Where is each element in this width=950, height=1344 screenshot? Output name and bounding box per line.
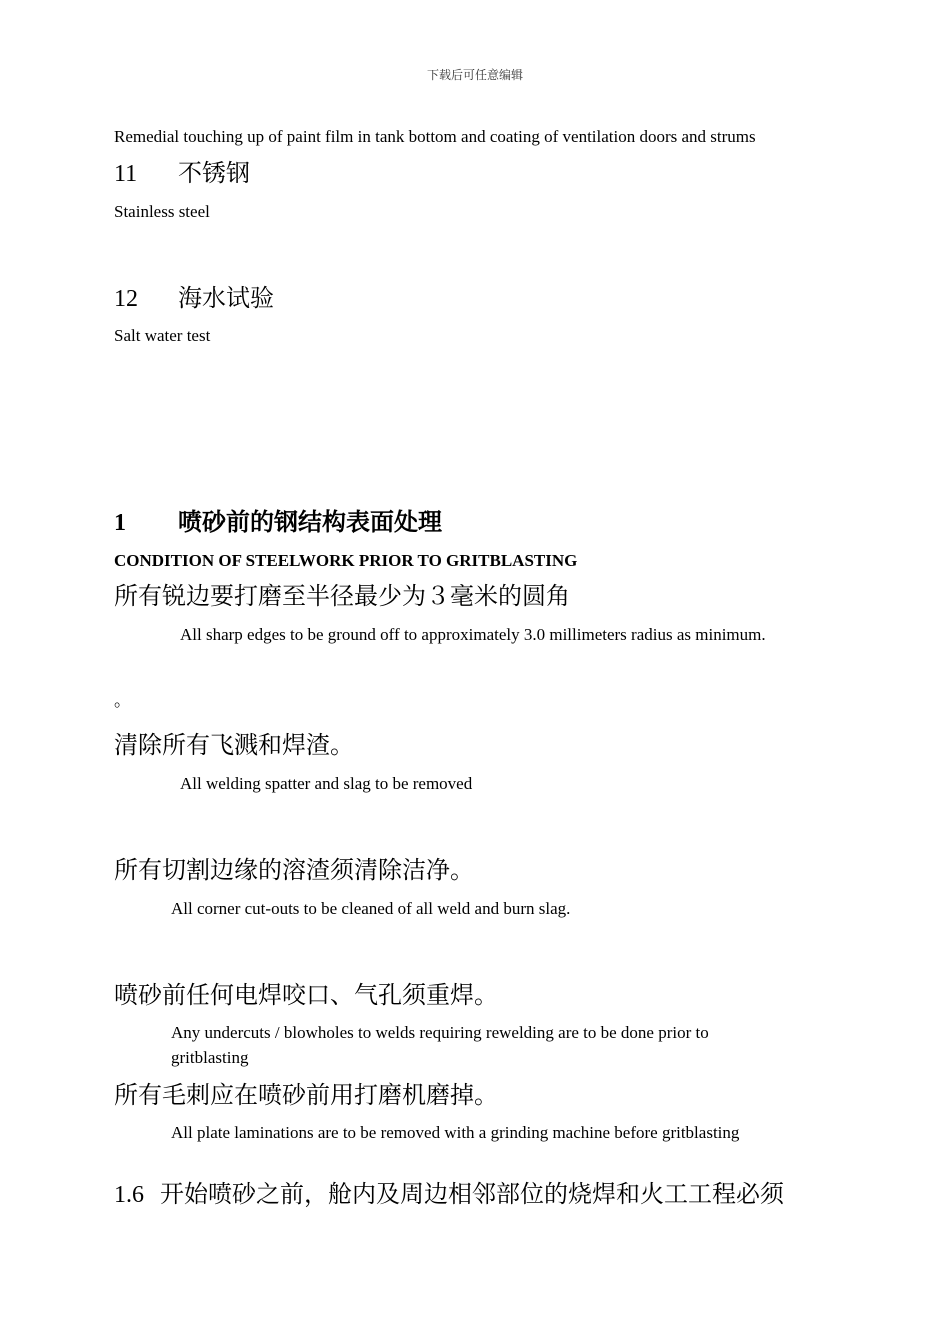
chapter-title-cn: 喷砂前的钢结构表面处理 <box>178 510 442 536</box>
chapter-title-en: CONDITION OF STEELWORK PRIOR TO GRITBLASTING <box>114 551 578 570</box>
chapter-heading <box>114 508 442 538</box>
item-cn: 所有切割边缘的溶渣须清除洁净。 <box>114 858 474 884</box>
subsection-text-cn: 开始喷砂之前，舱内及周边相邻部位的烧焊和火工工程必须 <box>160 1182 784 1208</box>
item-cn: 所有锐边要打磨至半径最少为３毫米的圆角 <box>114 584 570 610</box>
section-number: 12 <box>114 286 138 312</box>
section-title-en: Stainless steel <box>114 202 210 221</box>
item-en: All plate laminations are to be removed with a grinding machine before gritblasting <box>171 1123 740 1142</box>
section-heading-11 <box>114 159 250 189</box>
section-heading-12 <box>114 284 274 314</box>
section-title-cn: 不锈钢 <box>178 161 250 187</box>
item-cn: 清除所有飞溅和焊渣。 <box>114 733 354 759</box>
subsection-line <box>114 1180 784 1210</box>
chapter-number: 1 <box>114 510 126 536</box>
intro-text: Remedial touching up of paint film in tank bottom and coating of ventilation doors and strums <box>114 127 756 146</box>
item-tail: 。 <box>114 691 131 710</box>
item-en: All sharp edges to be ground off to approximately 3.0 millimeters radius as minimum. <box>180 625 766 644</box>
section-title-cn: 海水试验 <box>178 286 274 312</box>
item-en: All corner cut-outs to be cleaned of all weld and burn slag. <box>171 899 571 918</box>
section-title-en: Salt water test <box>114 326 211 345</box>
item-en: Any undercuts / blowholes to welds requiring rewelding are to be done prior to gritblasting <box>171 1023 709 1067</box>
subsection-number: 1.6 <box>114 1182 144 1208</box>
item-cn: 喷砂前任何电焊咬口、气孔须重焊。 <box>114 983 498 1009</box>
section-number: 11 <box>114 161 138 187</box>
page-header: 下载后可任意编辑 <box>426 68 523 82</box>
item-en: All welding spatter and slag to be removed <box>180 774 473 793</box>
item-cn: 所有毛刺应在喷砂前用打磨机磨掉。 <box>114 1083 498 1109</box>
